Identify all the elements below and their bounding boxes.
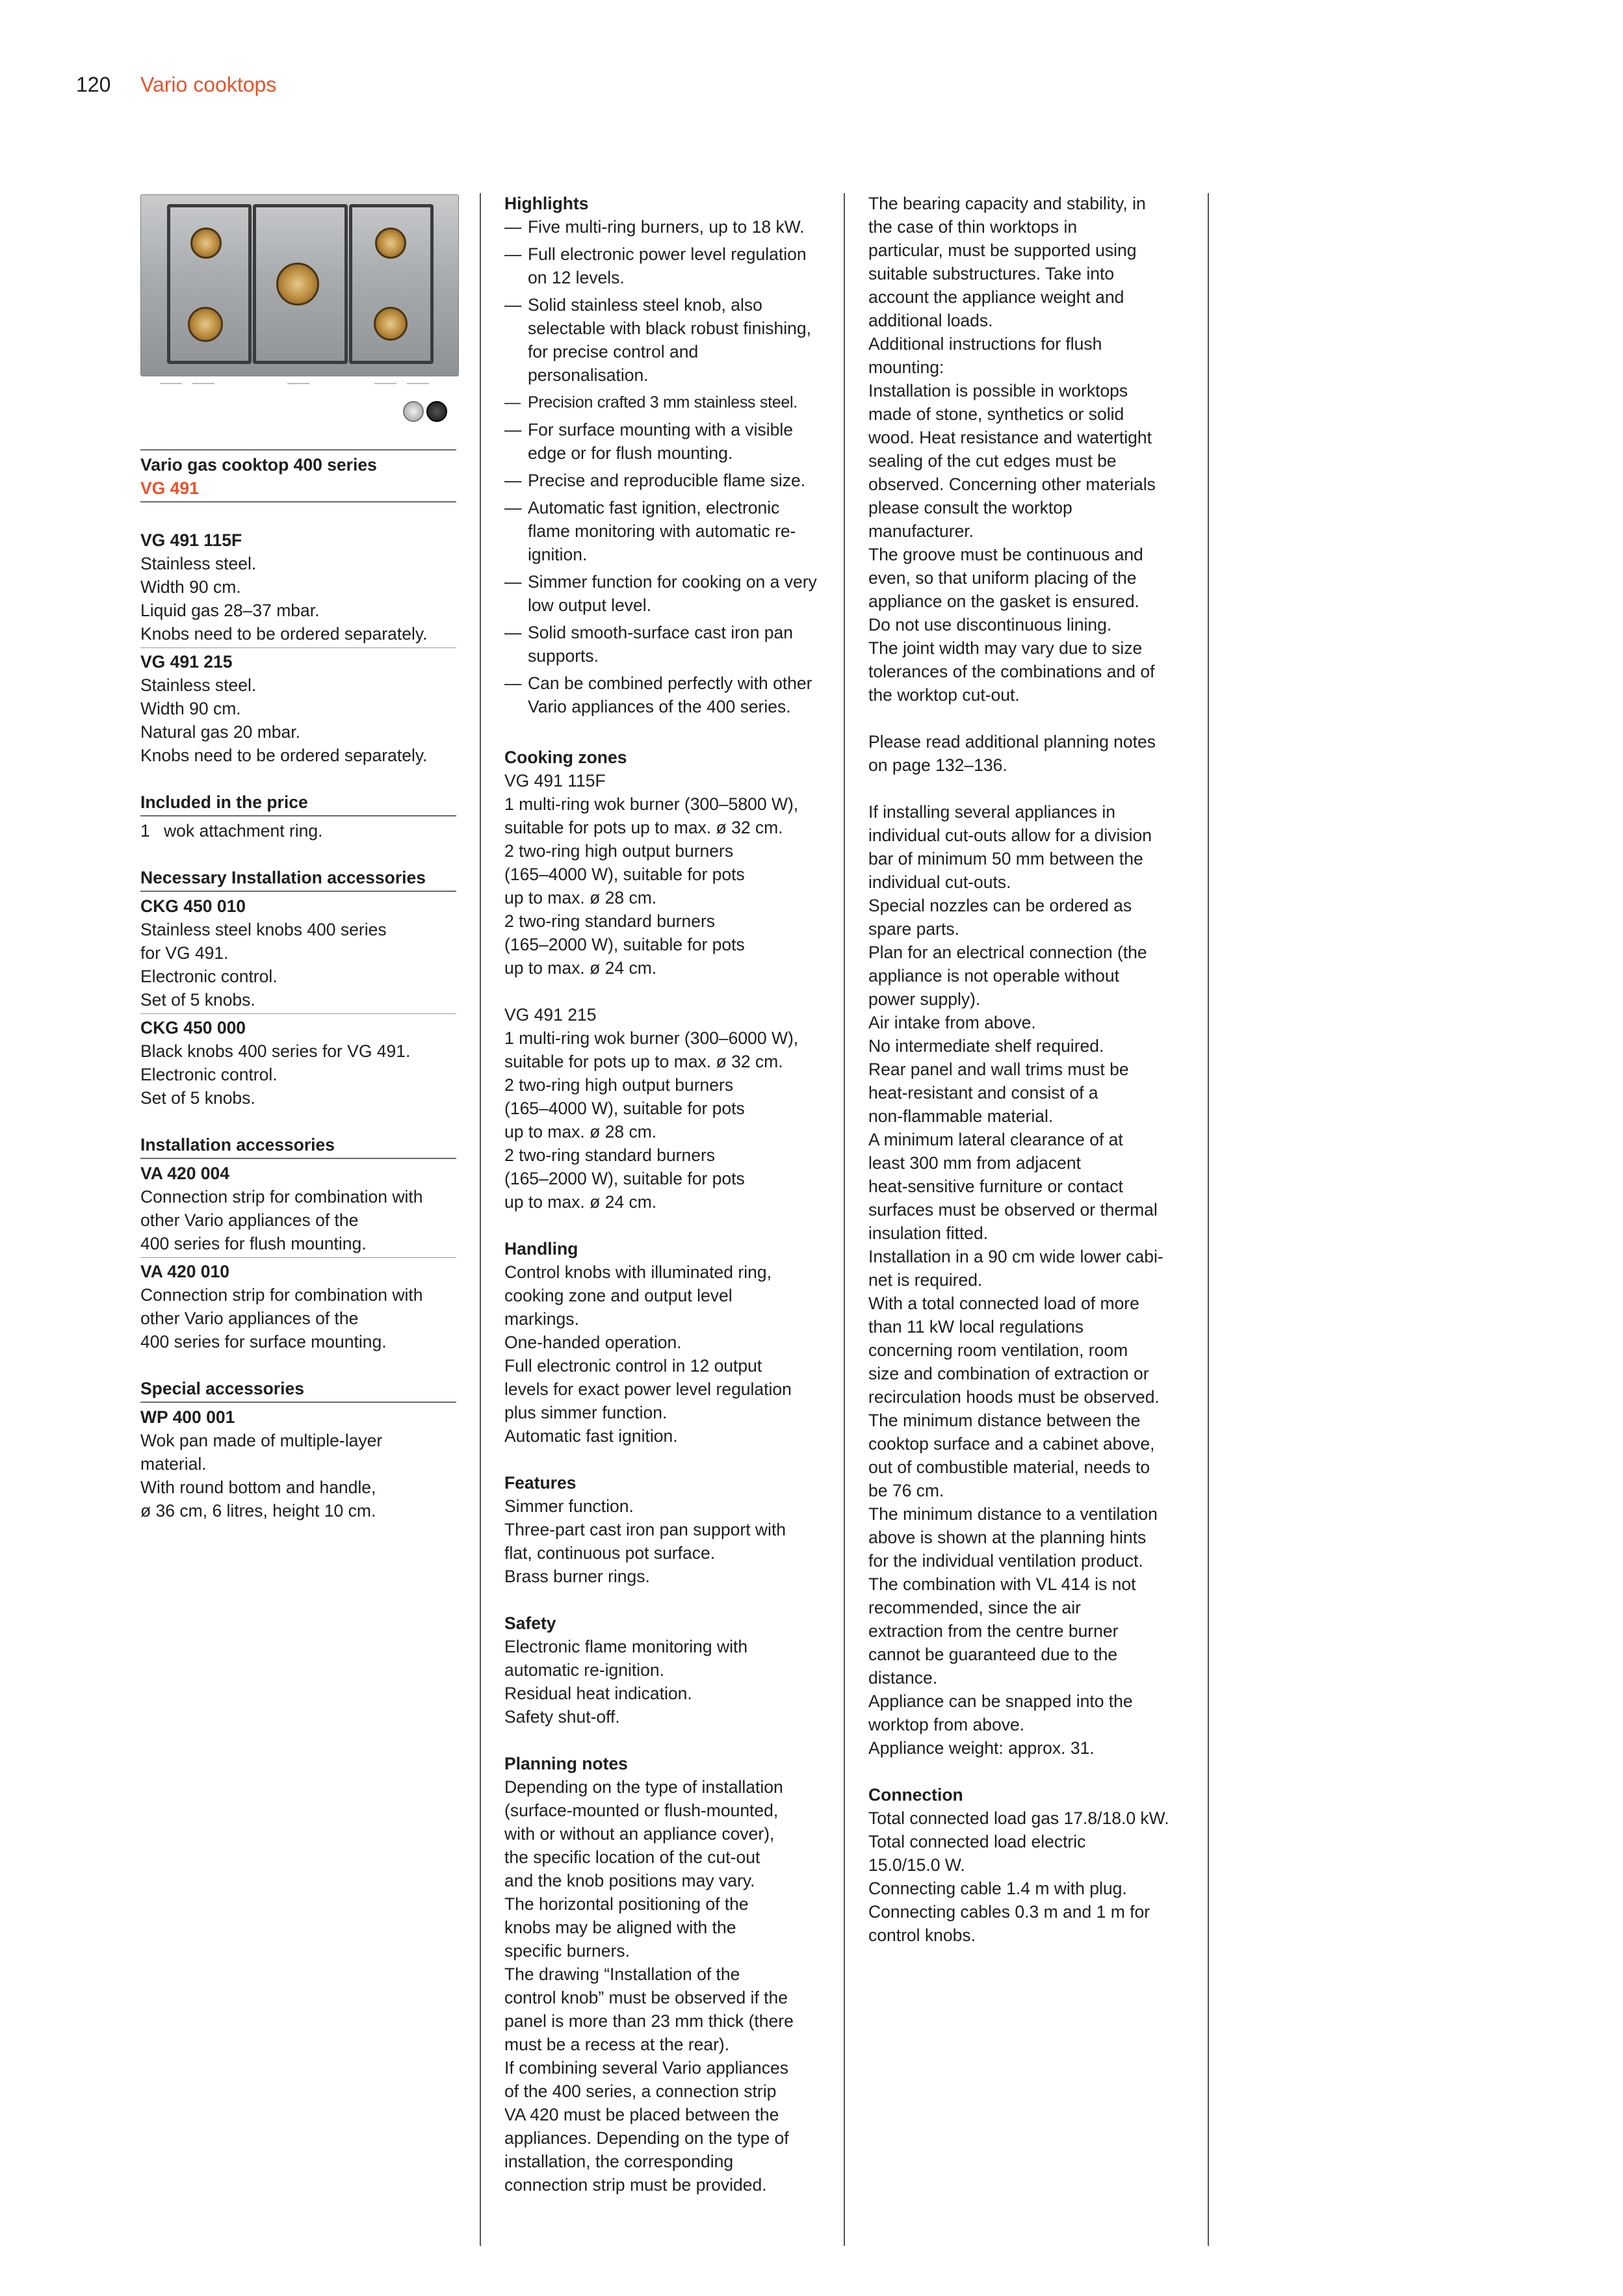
text-line: (165–4000 W), suitable for pots (504, 865, 745, 884)
column-divider (844, 193, 845, 2246)
column-planning (868, 192, 1187, 1947)
text-line: Three-part cast iron pan support with (504, 1520, 786, 1539)
text-line: Brass burner rings. (504, 1567, 650, 1586)
text-line: installation, the corresponding (504, 2152, 734, 2171)
text-line: Air intake from above. (868, 1013, 1036, 1032)
text-line: up to max. ø 28 cm. (504, 1122, 657, 1141)
text-line: (165–2000 W), suitable for pots (504, 935, 745, 954)
safety-text (504, 1635, 823, 1729)
text-line: made of stone, synthetics or solid (868, 404, 1124, 424)
list-item: — Can be combined perfectly with other Vario appliances of the 400 series. (504, 672, 823, 718)
text-line: If installing several appliances in (868, 802, 1116, 822)
text-line: Control knobs with illuminated ring, (504, 1262, 772, 1282)
accessory-text: Stainless steel knobs 400 series (140, 920, 387, 939)
section-heading: Safety (504, 1613, 556, 1633)
page-number: 120 (76, 73, 111, 96)
text-line: up to max. ø 24 cm. (504, 958, 657, 978)
section-heading: Highlights (504, 194, 589, 213)
text-line: VG 491 215 (504, 1005, 597, 1024)
text-line: (165–4000 W), suitable for pots (504, 1099, 745, 1118)
text-line: mounting: (868, 358, 944, 377)
text-line: specific burners. (504, 1941, 630, 1961)
model-code: VG 491 115F (140, 530, 242, 550)
text-line: automatic re-ignition. (504, 1660, 664, 1680)
text-line: Do not use discontinuous lining. (868, 615, 1112, 634)
text-line: Please read additional planning notes (868, 732, 1156, 751)
text-line: Appliance can be snapped into the (868, 1691, 1133, 1711)
accessory-text: Electronic control. (140, 967, 278, 986)
text-line: Simmer function. (504, 1496, 634, 1516)
text-line: markings. (504, 1309, 579, 1329)
text-line: VG 491 115F (504, 771, 606, 790)
text-line: be 76 cm. (868, 1481, 944, 1500)
text-line: No intermediate shelf required. (868, 1036, 1104, 1056)
column-divider (480, 193, 481, 2246)
accessory-code: CKG 450 010 (140, 896, 246, 916)
accessory-code: VA 420 010 (140, 1262, 230, 1281)
text-line: recommended, since the air (868, 1598, 1081, 1617)
text-line: cooktop surface and a cabinet above, (868, 1434, 1155, 1454)
text-line: with or without an appliance cover), (504, 1824, 775, 1844)
text-line: additional loads. (868, 311, 993, 330)
text-line: appliances. Depending on the type of (504, 2128, 789, 2148)
handling-text (504, 1260, 823, 1448)
text-line: flat, continuous pot surface. (504, 1543, 716, 1563)
knob-position-mark (192, 383, 214, 389)
divider (140, 1013, 456, 1014)
list-item: — Precision crafted 3 mm stainless steel. (504, 391, 823, 414)
text-line: The bearing capacity and stability, in (868, 194, 1146, 213)
divider (140, 815, 456, 816)
text-line: non-flammable material. (868, 1106, 1054, 1126)
section-heading: Connection (868, 1785, 963, 1805)
knob-position-mark (407, 383, 429, 389)
accessory-text: 400 series for flush mounting. (140, 1234, 367, 1253)
model-spec: Natural gas 20 mbar. (140, 722, 300, 742)
text-line: Depending on the type of installation (504, 1777, 783, 1797)
divider (140, 647, 456, 648)
text-line: spare parts. (868, 919, 959, 939)
text-line: (surface-mounted or flush-mounted, (504, 1801, 779, 1820)
burner-icon (375, 228, 406, 259)
text-line: out of combustible material, needs to (868, 1457, 1150, 1477)
section-heading: Installation accessories (140, 1135, 335, 1155)
text-line: 2 two-ring standard burners (504, 911, 716, 931)
model-spec: Knobs need to be ordered separately. (140, 746, 428, 765)
wok-burner-icon (276, 263, 319, 306)
text-line: observed. Concerning other materials (868, 475, 1156, 494)
accessory-text: Set of 5 knobs. (140, 990, 255, 1010)
list-item: — Precise and reproducible flame size. (504, 469, 823, 492)
text-line: the specific location of the cut-out (504, 1847, 760, 1867)
accessory-text: other Vario appliances of the (140, 1309, 359, 1328)
connection-text (868, 1807, 1187, 1947)
section-heading: Special accessories (140, 1379, 304, 1398)
text-line: Electronic flame monitoring with (504, 1637, 748, 1656)
text-line: up to max. ø 24 cm. (504, 1192, 657, 1212)
text-line: cannot be guaranteed due to the (868, 1645, 1118, 1664)
text-line: One-handed operation. (504, 1333, 682, 1352)
list-item: — Solid stainless steel knob, also selectable with black robust finishing, for precise control and personalisation. (504, 293, 823, 387)
text-line: tolerances of the combinations and of (868, 662, 1155, 681)
text-line: on page 132–136. (868, 755, 1007, 775)
section-heading: Included in the price (140, 792, 308, 812)
accessory-text: Connection strip for combination with (140, 1187, 423, 1207)
text-line: sealing of the cut edges must be (868, 451, 1117, 471)
section-heading: Features (504, 1473, 577, 1493)
text-line: up to max. ø 28 cm. (504, 888, 657, 907)
text-line: 2 two-ring standard burners (504, 1145, 716, 1165)
planning-text (868, 192, 1187, 707)
text-line: connection strip must be provided. (504, 2175, 767, 2195)
section-heading: Necessary Installation accessories (140, 868, 426, 887)
text-line: account the appliance weight and (868, 287, 1124, 307)
text-line: least 300 mm from adjacent (868, 1153, 1081, 1173)
text-line: Full electronic control in 12 output (504, 1356, 762, 1376)
features-text (504, 1494, 823, 1588)
text-line: A minimum lateral clearance of at (868, 1130, 1123, 1149)
model-code: VG 491 215 (140, 652, 233, 672)
text-line: Additional instructions for flush (868, 334, 1102, 354)
accessory-text: for VG 491. (140, 943, 229, 963)
text-line: Residual heat indication. (504, 1684, 692, 1703)
burner-icon (188, 307, 223, 342)
cooking-zones-block (504, 769, 823, 980)
model-spec: Liquid gas 28–37 mbar. (140, 601, 320, 620)
text-line: net is required. (868, 1270, 983, 1290)
text-line: power supply). (868, 989, 981, 1009)
text-line: bar of minimum 50 mm between the (868, 849, 1143, 868)
model-spec: Knobs need to be ordered separately. (140, 624, 428, 644)
divider (140, 1257, 456, 1258)
text-line: extraction from the centre burner (868, 1621, 1119, 1641)
accessory-text: material. (140, 1454, 207, 1474)
text-line: The horizontal positioning of the (504, 1894, 749, 1914)
accessory-code: CKG 450 000 (140, 1018, 246, 1037)
burner-icon (374, 307, 408, 341)
list-item: — Full electronic power level regulation on 12 levels. (504, 242, 823, 289)
text-line: VA 420 must be placed between the (504, 2105, 779, 2124)
text-line: control knob” must be observed if the (504, 1988, 788, 2007)
text-line: than 11 kW local regulations (868, 1317, 1084, 1337)
text-line: suitable substructures. Take into (868, 264, 1115, 283)
cooktop-surface (140, 194, 459, 376)
text-line: Total connected load gas 17.8/18.0 kW. (868, 1808, 1169, 1828)
text-line: Automatic fast ignition. (504, 1426, 678, 1446)
text-line: manufacturer. (868, 521, 974, 541)
text-line: suitable for pots up to max. ø 32 cm. (504, 818, 783, 837)
model-spec: Stainless steel. (140, 554, 257, 573)
text-line: heat-sensitive furniture or contact (868, 1177, 1123, 1196)
text-line: 1 multi-ring wok burner (300–6000 W), (504, 1028, 799, 1048)
text-line: appliance is not operable without (868, 966, 1119, 985)
text-line: plus simmer function. (504, 1403, 668, 1422)
text-line: Appliance weight: approx. 31. (868, 1738, 1095, 1758)
text-line: The drawing “Installation of the (504, 1964, 740, 1984)
text-line: cooking zone and output level (504, 1286, 733, 1305)
accessory-text: other Vario appliances of the (140, 1210, 359, 1230)
text-line: the worktop cut-out. (868, 685, 1020, 705)
text-line: The combination with VL 414 is not (868, 1574, 1136, 1594)
gas-cooktop-product-image (140, 192, 458, 426)
text-line: Rear panel and wall trims must be (868, 1060, 1129, 1079)
text-line: The minimum distance between the (868, 1411, 1141, 1430)
divider (140, 1158, 456, 1159)
text-line: 2 two-ring high output burners (504, 841, 734, 861)
black-knob-icon (426, 401, 447, 422)
model-spec: Width 90 cm. (140, 577, 241, 597)
divider (140, 891, 456, 892)
accessory-text: With round bottom and handle, (140, 1478, 376, 1497)
text-line: must be a recess at the rear). (504, 2035, 730, 2054)
divider (140, 501, 456, 502)
item-text: wok attachment ring. (164, 821, 323, 841)
accessory-text: Set of 5 knobs. (140, 1088, 255, 1108)
text-line: individual cut-outs. (868, 872, 1011, 892)
text-line: Installation in a 90 cm wide lower cabi- (868, 1247, 1163, 1266)
text-line: the case of thin worktops in (868, 217, 1078, 237)
text-line: size and combination of extraction or (868, 1364, 1149, 1383)
planning-notes-text (504, 1775, 823, 2197)
list-item: — Five multi-ring burners, up to 18 kW. (504, 215, 823, 239)
list-item: — Simmer function for cooking on a very low output level. (504, 570, 823, 617)
text-line: Installation is possible in worktops (868, 381, 1128, 400)
text-line: for the individual ventilation product. (868, 1551, 1143, 1571)
text-line: 1 multi-ring wok burner (300–5800 W), (504, 794, 799, 814)
text-line: Connecting cable 1.4 m with plug. (868, 1879, 1127, 1898)
text-line: Plan for an electrical connection (the (868, 943, 1147, 962)
knob-position-mark (287, 383, 309, 389)
text-line: surfaces must be observed or thermal (868, 1200, 1158, 1220)
cooking-zones-block (504, 1003, 823, 1214)
model-spec: Stainless steel. (140, 675, 257, 695)
text-line: If combining several Vario appliances (504, 2058, 788, 2078)
product-title: Vario gas cooktop 400 series (140, 455, 377, 475)
accessory-text: Black knobs 400 series for VG 491. (140, 1041, 411, 1061)
text-line: individual cut-outs allow for a division (868, 826, 1152, 845)
text-line: 15.0/15.0 W. (868, 1855, 965, 1875)
planning-text (868, 800, 1187, 1760)
text-line: concerning room ventilation, room (868, 1340, 1128, 1360)
divider (140, 1402, 456, 1403)
text-line: appliance on the gasket is ensured. (868, 592, 1139, 611)
highlights-list (504, 215, 823, 718)
accessory-code: WP 400 001 (140, 1407, 235, 1427)
text-line: and the knob positions may vary. (504, 1871, 755, 1890)
section-heading: Planning notes (504, 1754, 628, 1773)
text-line: The minimum distance to a ventilation (868, 1504, 1158, 1524)
text-line: levels for exact power level regulation (504, 1379, 792, 1399)
text-line: Safety shut-off. (504, 1707, 620, 1727)
accessory-text: Electronic control. (140, 1065, 278, 1084)
text-line: wood. Heat resistance and watertight (868, 428, 1152, 447)
text-line: The joint width may vary due to size (868, 638, 1143, 658)
section-heading: Cooking zones (504, 748, 627, 767)
text-line: Special nozzles can be ordered as (868, 896, 1132, 915)
model-spec: Width 90 cm. (140, 699, 241, 718)
text-line: (165–2000 W), suitable for pots (504, 1169, 745, 1188)
list-item: — For surface mounting with a visible edge or for flush mounting. (504, 418, 823, 465)
accessory-text: 400 series for surface mounting. (140, 1332, 387, 1351)
text-line: distance. (868, 1668, 938, 1688)
planning-reference (868, 730, 1187, 777)
text-line: control knobs. (868, 1925, 976, 1945)
burner-icon (190, 228, 222, 259)
text-line: suitable for pots up to max. ø 32 cm. (504, 1052, 783, 1071)
text-line: The groove must be continuous and (868, 545, 1143, 564)
section-title: Vario cooktops (140, 73, 277, 96)
accessory-text: Connection strip for combination with (140, 1285, 423, 1305)
list-item: — Automatic fast ignition, electronic flame monitoring with automatic re-ignition. (504, 496, 823, 566)
section-heading: Handling (504, 1239, 578, 1259)
text-line: even, so that uniform placing of the (868, 568, 1137, 588)
knob-position-mark (374, 383, 396, 389)
divider (140, 449, 456, 450)
text-line: heat-resistant and consist of a (868, 1083, 1098, 1102)
accessory-text: Wok pan made of multiple-layer (140, 1431, 383, 1450)
column-product (140, 192, 456, 1522)
accessory-code: VA 420 004 (140, 1164, 230, 1183)
text-line: particular, must be supported using (868, 241, 1137, 260)
knob-strip (140, 375, 458, 397)
knob-position-mark (160, 383, 182, 389)
list-item (140, 819, 456, 842)
stainless-knob-icon (403, 401, 424, 422)
text-line: Connecting cables 0.3 m and 1 m for (868, 1902, 1150, 1922)
column-details (504, 192, 823, 2197)
text-line: knobs may be aligned with the (504, 1918, 736, 1937)
text-line: 2 two-ring high output burners (504, 1075, 734, 1095)
text-line: please consult the worktop (868, 498, 1072, 517)
text-line: Total connected load electric (868, 1832, 1086, 1851)
text-line: panel is more than 23 mm thick (there (504, 2011, 794, 2031)
text-line: above is shown at the planning hints (868, 1528, 1147, 1547)
text-line: With a total connected load of more (868, 1294, 1139, 1313)
text-line: recirculation hoods must be observed. (868, 1387, 1160, 1407)
item-quantity: 1 (140, 821, 150, 841)
text-line: worktop from above. (868, 1715, 1025, 1734)
text-line: insulation fitted. (868, 1223, 989, 1243)
product-code: VG 491 (140, 478, 199, 498)
column-divider (1208, 193, 1209, 2246)
list-item: — Solid smooth-surface cast iron pan supports. (504, 621, 823, 668)
text-line: of the 400 series, a connection strip (504, 2081, 777, 2101)
accessory-text: ø 36 cm, 6 litres, height 10 cm. (140, 1501, 376, 1520)
